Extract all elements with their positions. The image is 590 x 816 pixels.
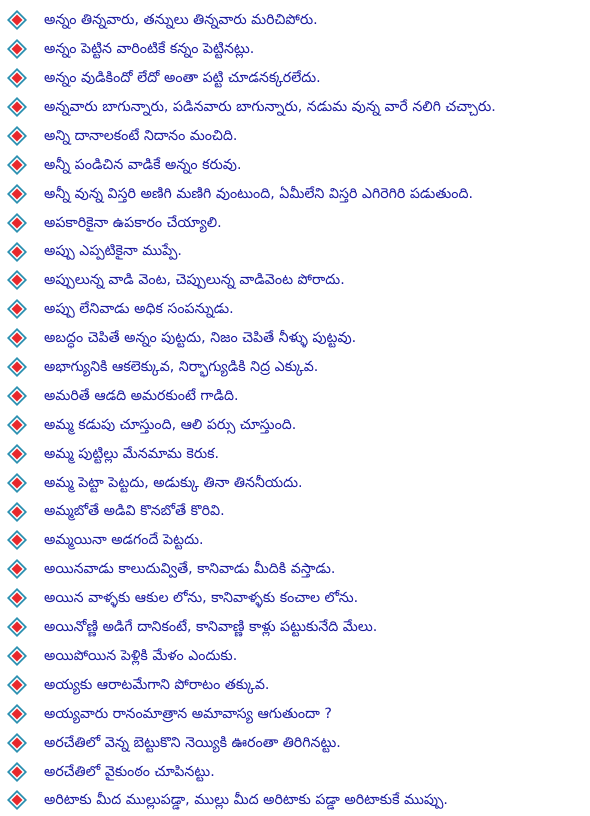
proverb-text: అన్నీ పండిచిన వాడికే అన్నం కరువు. (44, 156, 242, 173)
proverb-item-18 (0, 497, 590, 526)
diamond-bullet-icon (6, 616, 28, 638)
diamond-bullet-icon (6, 298, 28, 320)
proverb-item-1 (0, 6, 590, 35)
diamond-bullet-icon (6, 645, 28, 667)
diamond-bullet-icon (6, 674, 28, 696)
proverb-text: అయిన వాళ్ళకు ఆకుల లోను, కానివాళ్ళకు కంచాల లోను. (44, 590, 359, 607)
proverb-item-7 (0, 179, 590, 208)
proverb-text: అరచేతిలో వైకుంఠం చూపినట్టు. (44, 763, 215, 780)
proverb-item-19 (0, 526, 590, 555)
proverb-text: అన్ని దానాలకంటే నిదానం మంచిది. (44, 127, 238, 144)
proverb-item-15 (0, 410, 590, 439)
proverb-text: అమ్మ పెట్టా పెట్టదు, అడుక్కు తినా తిననీయదు. (44, 474, 303, 491)
proverb-item-25 (0, 699, 590, 728)
diamond-bullet-icon (6, 385, 28, 407)
proverb-text: అపకారికైనా ఉపకారం చేయ్యాలి. (44, 214, 222, 231)
diamond-bullet-icon (6, 154, 28, 176)
proverb-item-22 (0, 613, 590, 642)
diamond-bullet-icon (6, 443, 28, 465)
diamond-bullet-icon (6, 183, 28, 205)
proverb-item-10 (0, 266, 590, 295)
proverb-text: అరచేతిలో వెన్న బెట్టుకొని నెయ్యికి ఊరంతా తిరిగినట్టు. (44, 734, 341, 751)
proverb-item-12 (0, 324, 590, 353)
proverb-text: అప్పు ఎప్పటికైనా ముప్పే. (44, 243, 182, 260)
proverb-text: అయ్యవారు రానంమాత్రాన అమావాస్య ఆగుతుందా ? (44, 705, 332, 722)
proverb-item-24 (0, 670, 590, 699)
proverb-text: అన్నం వుడికిందో లేదో అంతా పట్టి చూడనక్కరలేదు. (44, 70, 321, 87)
diamond-bullet-icon (6, 67, 28, 89)
proverb-text: అభాగ్యునికి ఆకలెక్కువ, నిర్భాగ్యుడికి నిద్ర ఎక్కువ. (44, 359, 319, 376)
proverb-text: అప్పులున్న వాడి వెంట, చెప్పులున్న వాడివెంట పోరాదు. (44, 272, 345, 289)
proverb-item-17 (0, 468, 590, 497)
proverb-text: అన్నవారు బాగున్నారు, పడినవారు బాగున్నారు, నడుమ వున్న వారే నలిగి చచ్చారు. (44, 99, 496, 116)
proverb-text: అయిపోయిన పెళ్లికి మేళం ఎందుకు. (44, 647, 238, 664)
diamond-bullet-icon (6, 356, 28, 378)
proverb-item-6 (0, 150, 590, 179)
proverb-item-5 (0, 122, 590, 151)
diamond-bullet-icon (6, 269, 28, 291)
diamond-bullet-icon (6, 125, 28, 147)
diamond-bullet-icon (6, 761, 28, 783)
diamond-bullet-icon (6, 241, 28, 263)
proverb-item-26 (0, 728, 590, 757)
proverb-text: అమ్మ పుట్టిల్లు మేనమామ కెరుక. (44, 445, 220, 462)
proverb-item-21 (0, 584, 590, 613)
proverb-text: అమరితే ఆడది అమరకుంటే గాడిది. (44, 387, 239, 404)
diamond-bullet-icon (6, 529, 28, 551)
proverb-text: అమ్మ కడుపు చూస్తుంది, ఆలి పర్సు చూస్తుంది. (44, 416, 297, 433)
proverb-item-27 (0, 757, 590, 786)
proverb-item-3 (0, 64, 590, 93)
proverb-text: అన్నీ వున్న విస్తరి అణిగి మణిగి వుంటుంది, ఏమీలేని విస్తరి ఎగిరెగిరి పడుతుంది. (44, 185, 473, 202)
diamond-bullet-icon (6, 732, 28, 754)
proverb-text: అయినోణ్ణి అడిగే దానికంటే, కానివాణ్ణి కాళ్లు పట్టుకునేది మేలు. (44, 619, 378, 636)
proverb-item-2 (0, 35, 590, 64)
proverb-text: అరిటాకు మీద ముల్లుపడ్డా, ముల్లు మీద అరిటాకు పడ్డా అరిటాకుకే ముప్పు. (44, 792, 448, 809)
diamond-bullet-icon (6, 212, 28, 234)
diamond-bullet-icon (6, 587, 28, 609)
proverb-text: అప్పు లేనివాడు అధిక సంపన్నుడు. (44, 301, 234, 318)
proverb-text: అయినవాడు కాలుదువ్వితే, కానివాడు మీదికి వస్తాడు. (44, 561, 336, 578)
diamond-bullet-icon (6, 501, 28, 523)
diamond-bullet-icon (6, 472, 28, 494)
proverb-item-9 (0, 237, 590, 266)
proverb-text: అమ్మయినా అడగందే పెట్టదు. (44, 532, 204, 549)
proverb-item-20 (0, 555, 590, 584)
proverb-text: అమ్మబోతే అడివి కొనబోతే కొరివి. (44, 503, 225, 520)
diamond-bullet-icon (6, 789, 28, 811)
proverb-text: అయ్యకు ఆరాటమేగాని పోరాటం తక్కువ. (44, 676, 270, 693)
proverb-item-11 (0, 295, 590, 324)
proverb-item-23 (0, 642, 590, 671)
proverb-text: అన్నం పెట్టిన వారింటికే కన్నం పెట్టినట్లు. (44, 41, 255, 58)
proverb-item-13 (0, 353, 590, 382)
diamond-bullet-icon (6, 38, 28, 60)
diamond-bullet-icon (6, 703, 28, 725)
proverb-item-14 (0, 382, 590, 411)
proverb-item-8 (0, 208, 590, 237)
diamond-bullet-icon (6, 327, 28, 349)
proverb-text: అన్నం తిన్నవారు, తన్నులు తిన్నవారు మరిచిపోరు. (44, 12, 318, 29)
proverb-item-4 (0, 93, 590, 122)
proverb-item-28 (0, 786, 590, 815)
diamond-bullet-icon (6, 9, 28, 31)
proverb-text: అబద్ధం చెపితే అన్నం పుట్టదు, నిజం చెపితే నీళ్ళు పుట్టవు. (44, 330, 357, 347)
diamond-bullet-icon (6, 96, 28, 118)
proverb-item-16 (0, 439, 590, 468)
diamond-bullet-icon (6, 414, 28, 436)
diamond-bullet-icon (6, 558, 28, 580)
